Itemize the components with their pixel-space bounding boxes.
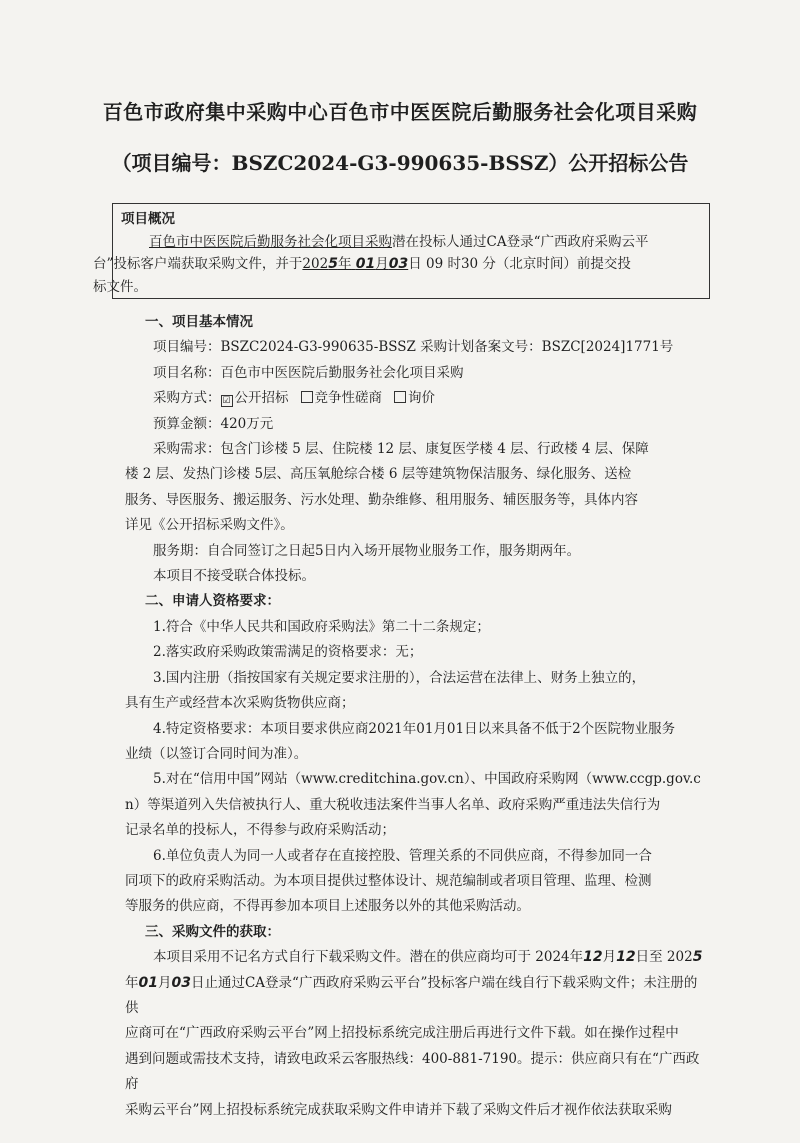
requirement-6-cont: 同项下的政府采购活动。为本项目提供过整体设计、规范编制或者项目管理、监理、检测: [125, 872, 652, 889]
requirement-4: 4.特定资格要求：本项目要求供应商2021年01月01日以来具备不低于2个医院物业服务: [153, 720, 676, 737]
overview-project-name: 百色市中医医院后勤服务社会化项目采购: [149, 233, 392, 250]
download-line-1: 本项目采用不记名方式自行下载采购文件。潜在的供应商均可于 2024年12月12日至 2025: [153, 949, 703, 966]
demand-line-4: 详见《公开招标采购文件》。: [125, 517, 294, 534]
checkbox-inquiry: [394, 391, 406, 403]
requirement-5-cont: n）等渠道列入失信被执行人、重大税收违法案件当事人名单、政府采购严重违法失信行为: [125, 796, 661, 813]
demand-line-2: 楼 2 层、发热门诊楼 5层、高压氧舱综合楼 6 层等建筑物保洁服务、绿化服务、送检: [125, 466, 632, 483]
overview-heading: 项目概况: [121, 211, 175, 227]
requirement-3-cont: 具有生产或经营本次采购货物供应商；: [125, 695, 355, 712]
title-line-2: （项目编号：BSZC2024-G3-990635-BSSZ）公开招标公告: [111, 151, 689, 175]
service-period: 服务期：自合同签订之日起5日内入场开展物业服务工作，服务期两年。: [153, 542, 581, 559]
document-body: [125, 310, 710, 1123]
requirement-6: 6.单位负责人为同一人或者存在直接控股、管理关系的不同供应商，不得参加同一合: [153, 847, 652, 864]
demand-line-1: 采购需求：包含门诊楼 5 层、住院楼 12 层、康复医学楼 4 层、行政楼 4 层、保障: [153, 441, 649, 458]
requirement-3: 3.国内注册（指按国家有关规定要求注册的），合法运营在法律上、财务上独立的，: [153, 669, 646, 686]
requirement-6-cont-2: 等服务的供应商，不得再参加本项目上述服务以外的其他采购活动。: [125, 898, 530, 915]
checkbox-open-tender: ☑: [222, 396, 231, 407]
section-2-heading: 二、申请人资格要求：: [145, 593, 280, 610]
section-3-heading: 三、采购文件的获取：: [145, 923, 280, 940]
overview-paragraph: 百色市中医医院后勤服务社会化项目采购潜在投标人通过CA登录“广西政府采购云平 台”投标客户端获取采购文件，并于2025年 01月03日 09 时30 分（北京时间）前提交投 标文件。: [93, 233, 649, 295]
requirement-5-cont-2: 记录名单的投标人，不得参与政府采购活动；: [125, 822, 395, 839]
procurement-method: 采购方式： ☑ 公开招标 竞争性磋商 询价: [153, 390, 435, 407]
download-line-5: 采购云平台”网上招投标系统完成获取采购文件申请并下载了采购文件后才视作依法获取采购: [125, 1101, 672, 1118]
requirement-4-cont: 业绩（以签订合同时间为准）。: [125, 745, 308, 762]
overview-box: [93, 203, 710, 299]
requirement-2: 2.落实政府采购政策需满足的资格要求：无；: [153, 644, 423, 661]
demand-line-3: 服务、导医服务、搬运服务、污水处理、勤杂维修、租用服务、辅医服务等，具体内容: [125, 491, 638, 508]
title-line-1: 百色市政府集中采购中心百色市中医医院后勤服务社会化项目采购: [102, 100, 698, 124]
download-line-4: 遇到问题或需技术支持，请致电政采云客服热线：400-881-7190。提示：供应商只有在“广西政府: [125, 1050, 700, 1093]
section-1-heading: 一、项目基本情况: [145, 314, 253, 330]
checkbox-competitive-consultation: [301, 391, 313, 403]
requirement-5: 5.对在“信用中国”网站（www.creditchina.gov.cn）、中国政府采购网（www.ccgp.gov.c: [153, 771, 701, 788]
download-line-2: 年01月03日止通过CA登录“广西政府采购云平台”投标客户端在线自行下载采购文件；未注册的供: [125, 974, 698, 1016]
project-number: 项目编号：BSZC2024-G3-990635-BSSZ 采购计划备案文号：BSZC[2024]1771号: [153, 339, 674, 356]
deadline-date: 2025年 01月03: [302, 256, 409, 272]
consortium-note: 本项目不接受联合体投标。: [153, 568, 315, 585]
project-name: 项目名称：百色市中医医院后勤服务社会化项目采购: [153, 364, 464, 381]
download-line-3: 应商可在“广西政府采购云平台”网上招投标系统完成注册后再进行文件下载。如在操作过程中: [125, 1025, 679, 1042]
requirement-1: 1.符合《中华人民共和国政府采购法》第二十二条规定；: [153, 618, 490, 635]
budget: 预算金额：420万元: [153, 415, 274, 432]
